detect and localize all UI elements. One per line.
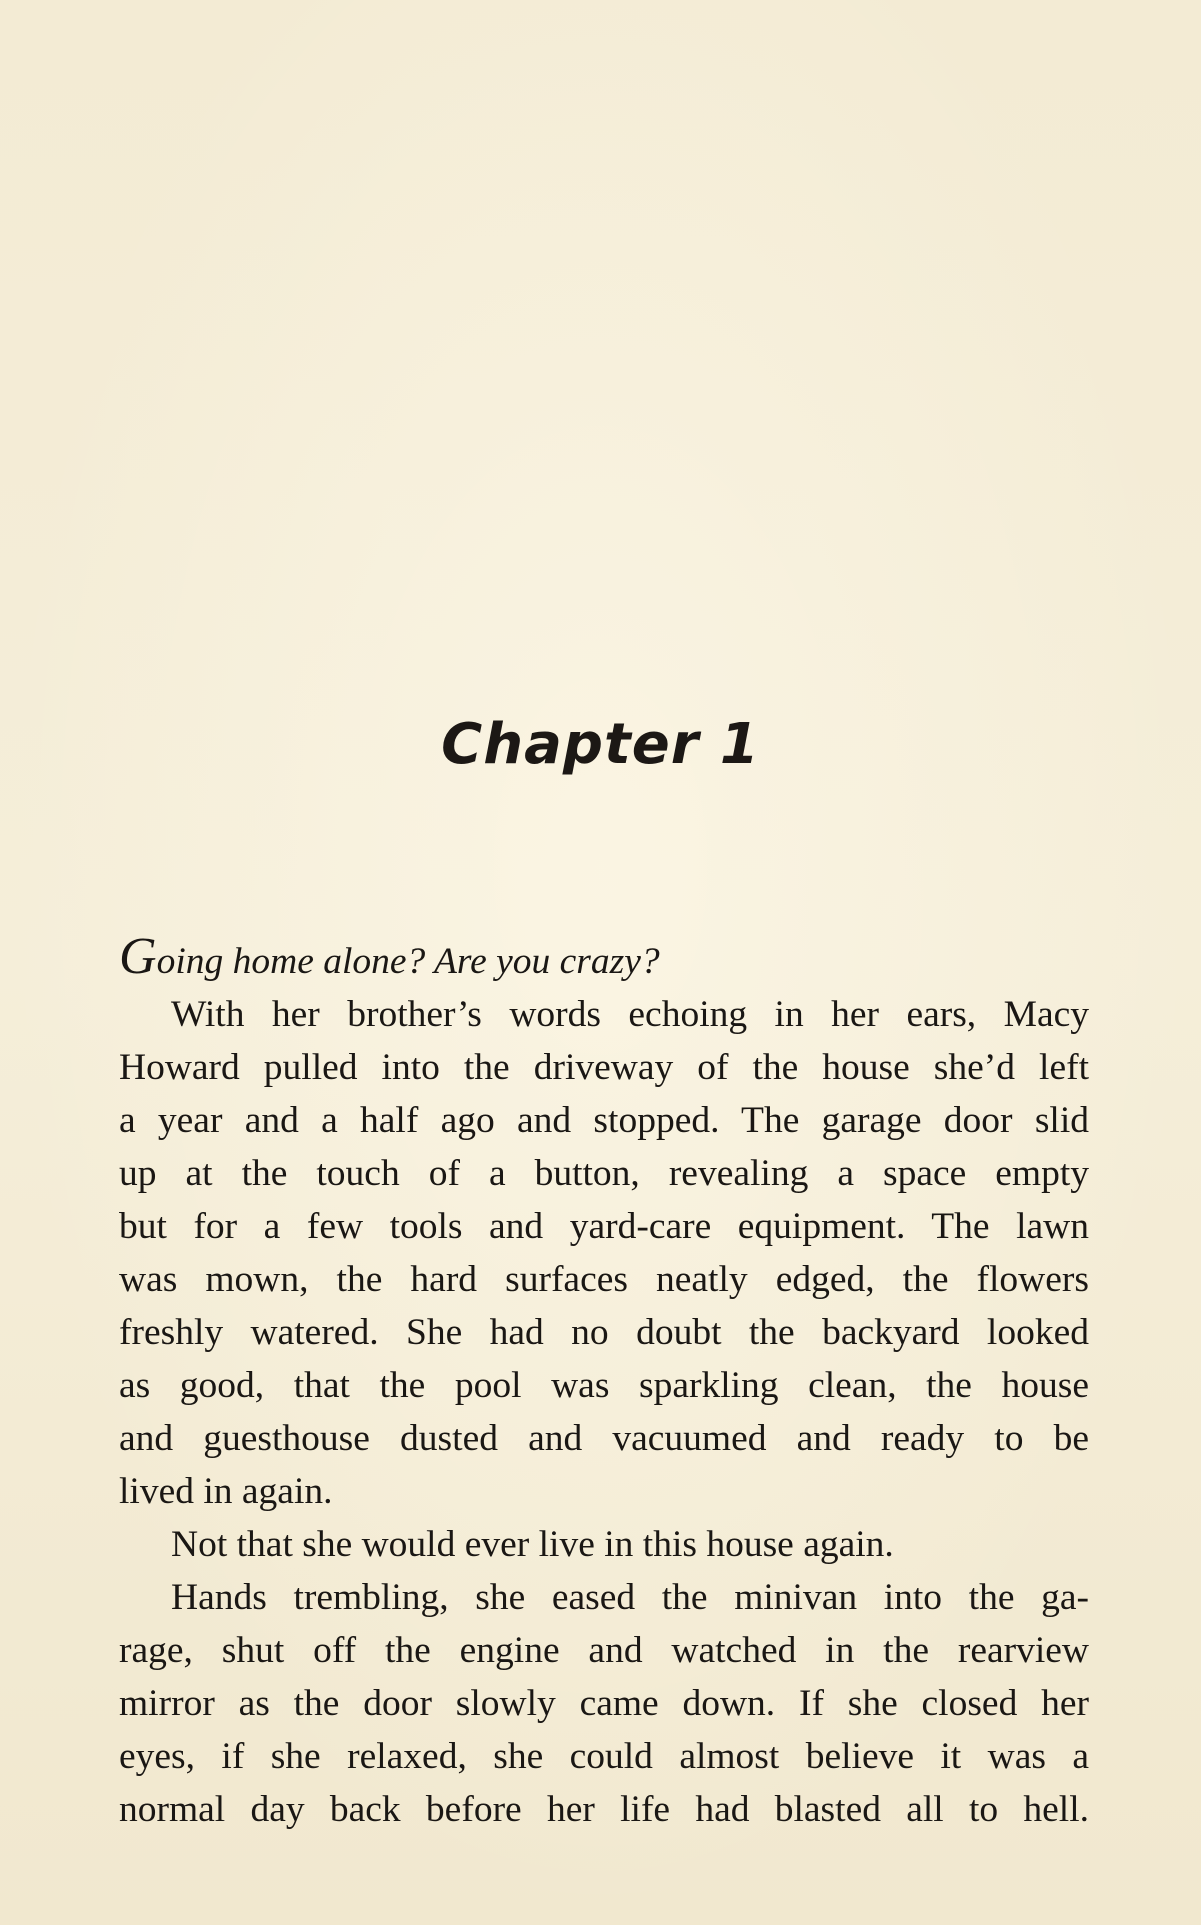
drop-cap: G <box>119 928 157 985</box>
text-line: as good, that the pool was sparkling clean, the house <box>119 1365 1089 1406</box>
text-line: eyes, if she relaxed, she could almost believe it was a <box>119 1736 1089 1777</box>
text-line: With her brother’s words echoing in her ears, Macy <box>171 994 1089 1035</box>
text-line: normal day back before her life had blasted all to hell. <box>119 1789 1089 1830</box>
reverse-page-bleed-through <box>120 0 1100 636</box>
text-line: Not that she would ever live in this house again. <box>171 1524 894 1565</box>
chapter-heading: Chapter 1 <box>441 712 760 777</box>
opening-line-text: oing home alone? Are you crazy? <box>156 941 660 982</box>
text-line: rage, shut off the engine and watched in the rearview <box>119 1630 1089 1671</box>
text-line: up at the touch of a button, revealing a space empty <box>119 1153 1089 1194</box>
text-line: lived in again. <box>119 1471 333 1512</box>
text-line: and guesthouse dusted and vacuumed and ready to be <box>119 1418 1089 1459</box>
text-line: a year and a half ago and stopped. The garage door slid <box>119 1100 1089 1141</box>
text-line: freshly watered. She had no doubt the backyard looked <box>119 1312 1089 1353</box>
opening-line <box>119 928 1089 988</box>
text-line: Hands trembling, she eased the minivan into the ga- <box>171 1577 1089 1618</box>
body-text <box>119 928 1089 1836</box>
text-line: Howard pulled into the driveway of the house she’d left <box>119 1047 1089 1088</box>
text-line: mirror as the door slowly came down. If she closed her <box>119 1683 1089 1724</box>
text-line: was mown, the hard surfaces neatly edged, the flowers <box>119 1259 1089 1300</box>
text-line: but for a few tools and yard-care equipment. The lawn <box>119 1206 1089 1247</box>
